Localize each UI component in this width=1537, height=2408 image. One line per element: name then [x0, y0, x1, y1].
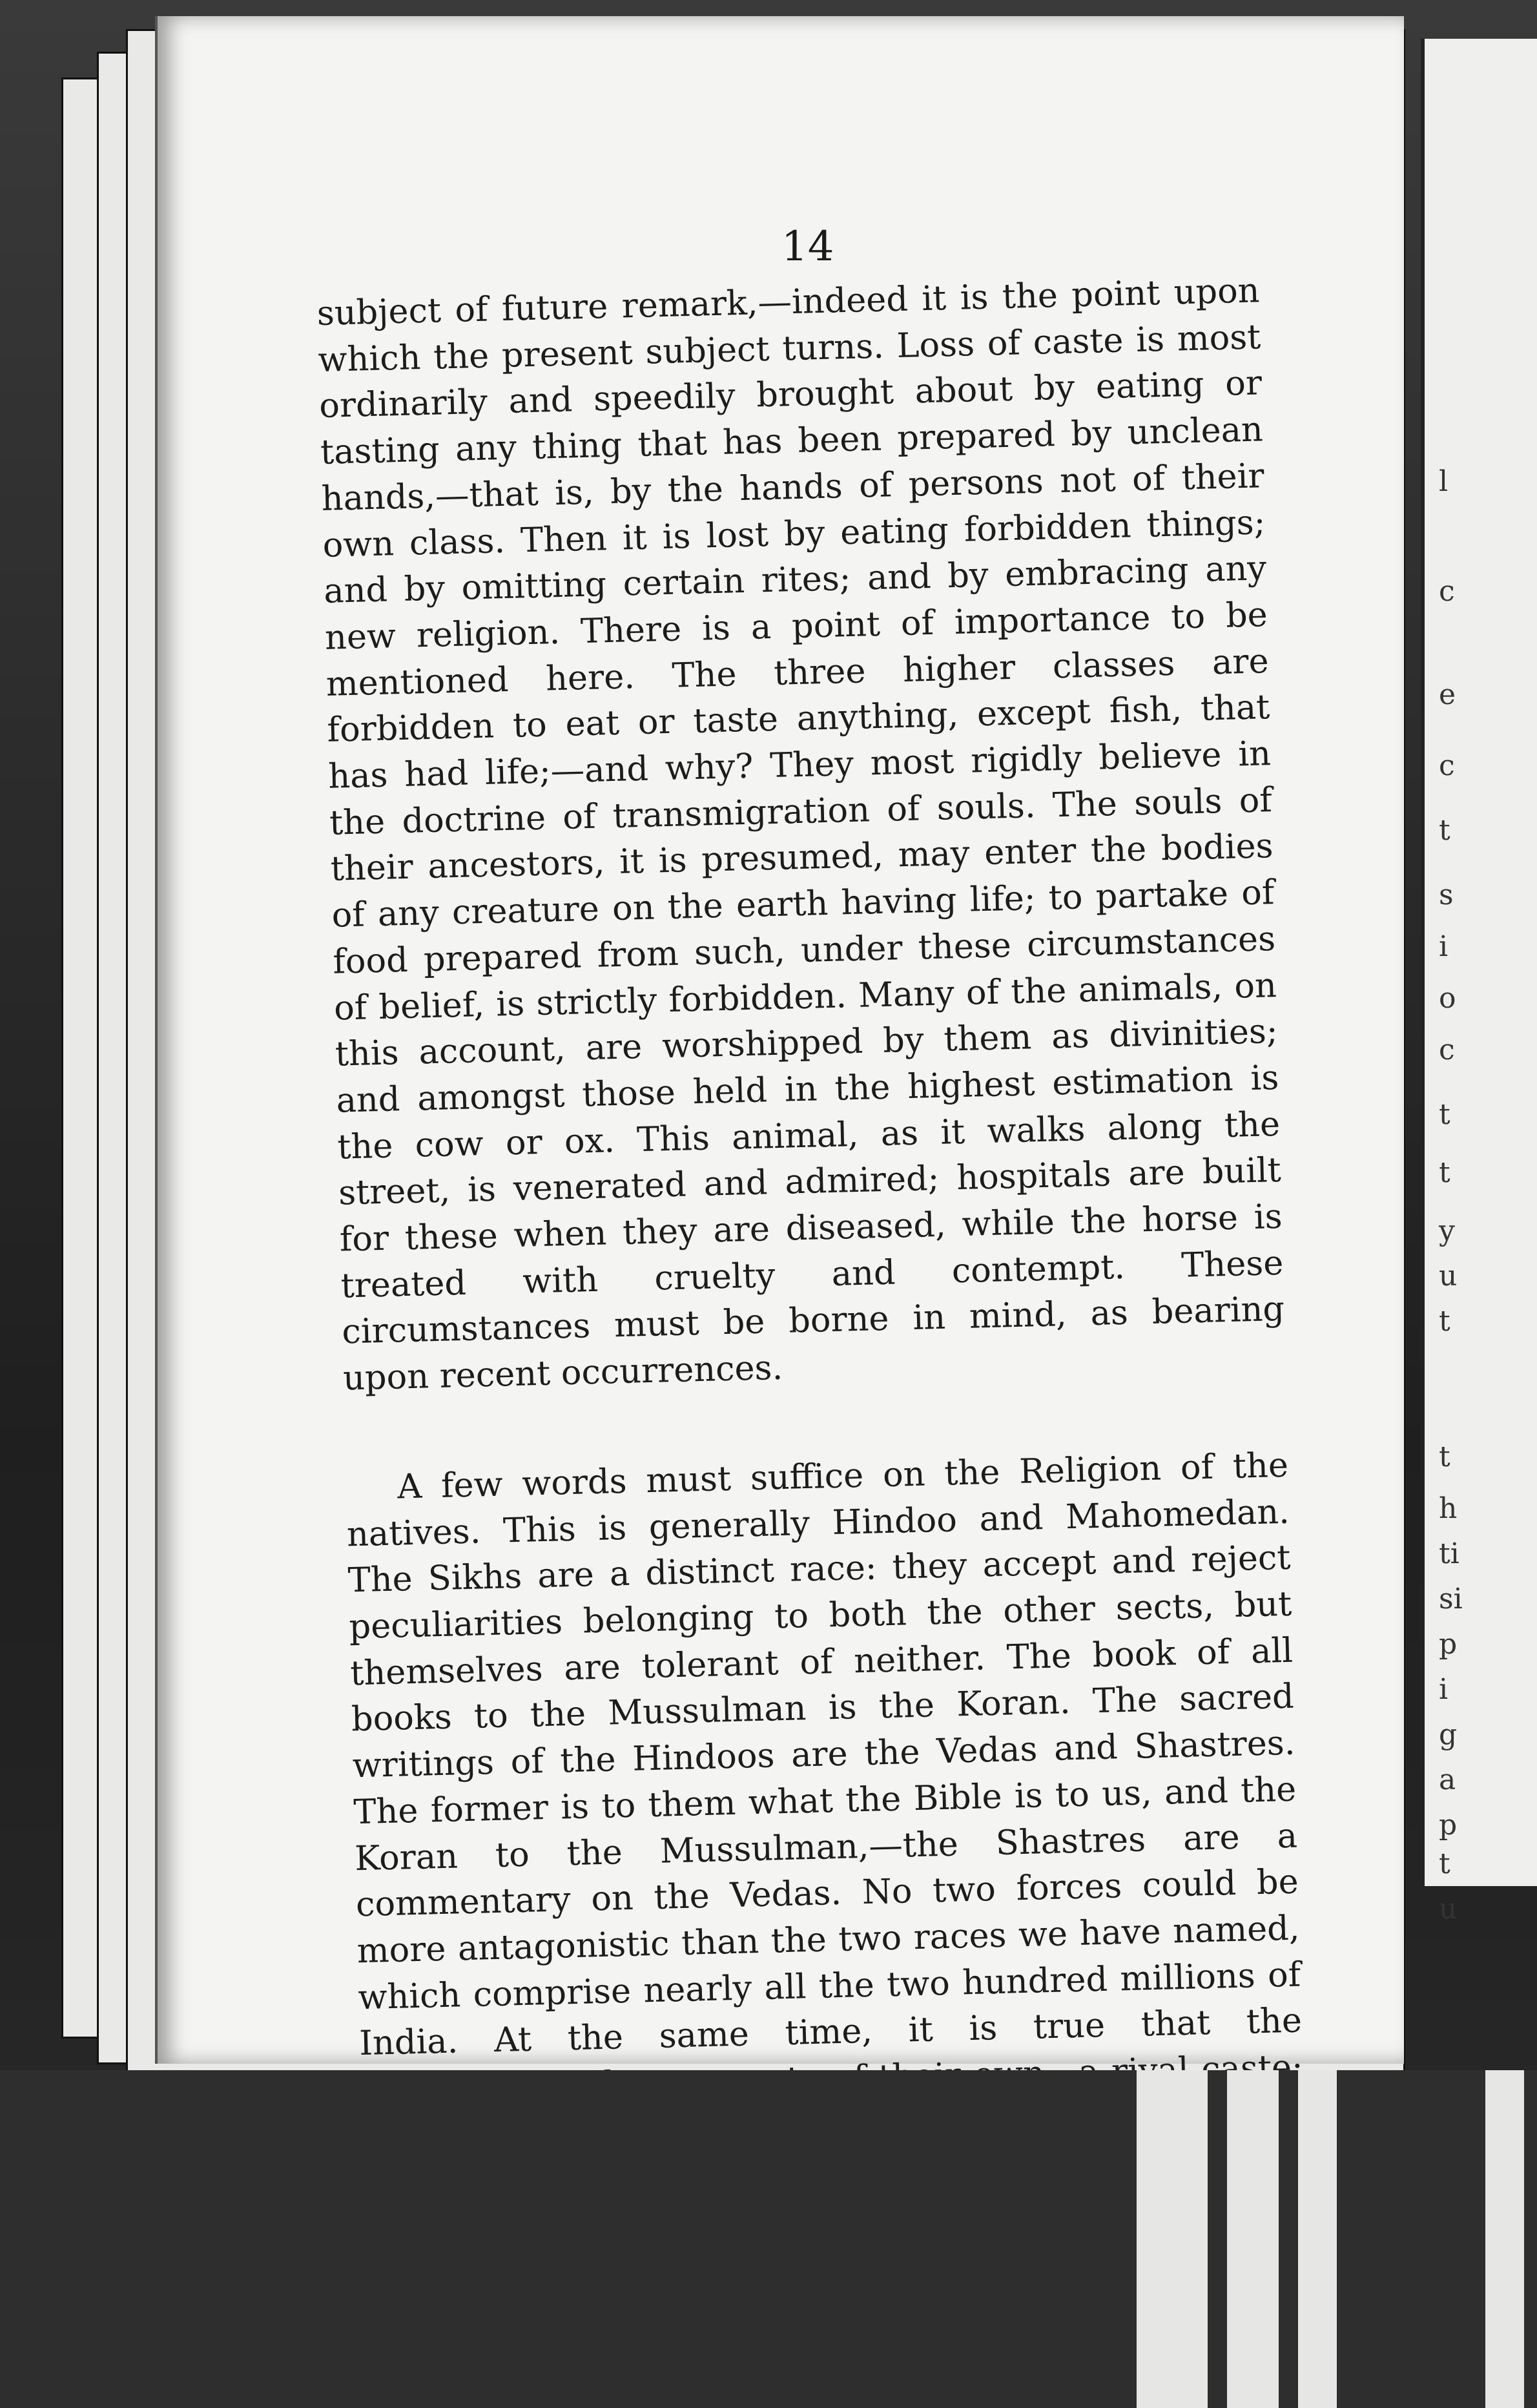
scan-bottom-strip — [0, 2070, 1537, 2408]
facing-page-letter: c — [1439, 1033, 1455, 1066]
page-tab — [1298, 2070, 1337, 2408]
facing-page-letter: t — [1439, 1847, 1450, 1880]
facing-page-letter: a — [1439, 1763, 1456, 1796]
facing-page-letter: t — [1439, 1098, 1450, 1131]
facing-page-letter: t — [1439, 814, 1450, 847]
facing-page-letter: si — [1439, 1583, 1463, 1615]
page-body-text — [316, 267, 1305, 2159]
facing-page-letter: l — [1439, 465, 1449, 498]
page-tab — [1485, 2070, 1524, 2408]
facing-page-letter: p — [1439, 1628, 1458, 1661]
paragraph: A few words must suffice on the Religion of the natives. This is generally Hindoo and Mahomedan. The Sikhs are a distinct race: they accept and reject peculiarities belonging to both the other sects, but themselves are tolerant of neither. The book of all books to the Mussulman is the Koran. The sacred writings of the Hindoos are the Vedas and Shastres. The former is to them what the Bible is to us, and the Koran to the Mussulman,—the Shastres are a commentary on the Vedas. No two forces could be more antagonistic than the two races we have named, which comprise nearly all the two hundred millions of India. At the same time, it is true that the caste; — [346, 1445, 1304, 2090]
facing-page-letter: p — [1439, 1809, 1458, 1842]
facing-page-letter: ti — [1439, 1537, 1460, 1570]
facing-page-letter: g — [1439, 1718, 1458, 1751]
facing-page-letter: c — [1439, 749, 1455, 782]
facing-page-letter: t — [1439, 1156, 1450, 1189]
facing-page-letter: t — [1439, 1440, 1450, 1473]
facing-page-letter: h — [1439, 1492, 1458, 1525]
facing-page-fragment — [1421, 39, 1537, 1925]
facing-page-letter: e — [1439, 678, 1456, 711]
facing-page-letter: o — [1439, 982, 1456, 1015]
page-tab — [1137, 2070, 1208, 2408]
facing-page-letter: u — [1439, 1260, 1458, 1292]
facing-page-letter: u — [1439, 1893, 1458, 1925]
facing-page-letter: s — [1439, 878, 1454, 911]
facing-page-letter: c — [1439, 575, 1455, 608]
page-number: 14 — [781, 223, 834, 271]
facing-page-letter: y — [1439, 1214, 1455, 1247]
facing-page-letter: t — [1439, 1305, 1450, 1338]
page-tab — [1227, 2070, 1279, 2408]
facing-page-letter: i — [1439, 930, 1449, 963]
paragraph: subject of future remark,—indeed it is the point upon which the present subject turns. Loss of caste is most ordinarily and speedily brought about by eating or tasting any thing that has been prepared by unclean hands,—that is, by the hands of persons not of their own class. Then it is lost by eating forbidden things; and by omitting certain rites; and by embracing any new religion. There is a point of importance to be mentioned here. The three higher classes are forbidden to eat or taste anything, except fish, that has had life;—and why? They most rigidly believe in the doctrine of transmigration of souls. The souls of their ancestors, it is presumed, may enter the bodies of any creature on the earth having life; to partake of food prepared from such, under these circumstances of belief, is strictly forbidden. Many of the animals, on this account, are worshipped by them as divinities; and amongst those held in the highest estimation is the cow or ox. This animal, as it walks along the street, is venerated and admired; hospitals are built for these when they are diseased, while the horse is treated with cruelty and contempt. These circumstances must be borne in mind, as bearing upon recent occurrences. — [316, 271, 1285, 1398]
facing-page-letter: i — [1439, 1673, 1449, 1706]
